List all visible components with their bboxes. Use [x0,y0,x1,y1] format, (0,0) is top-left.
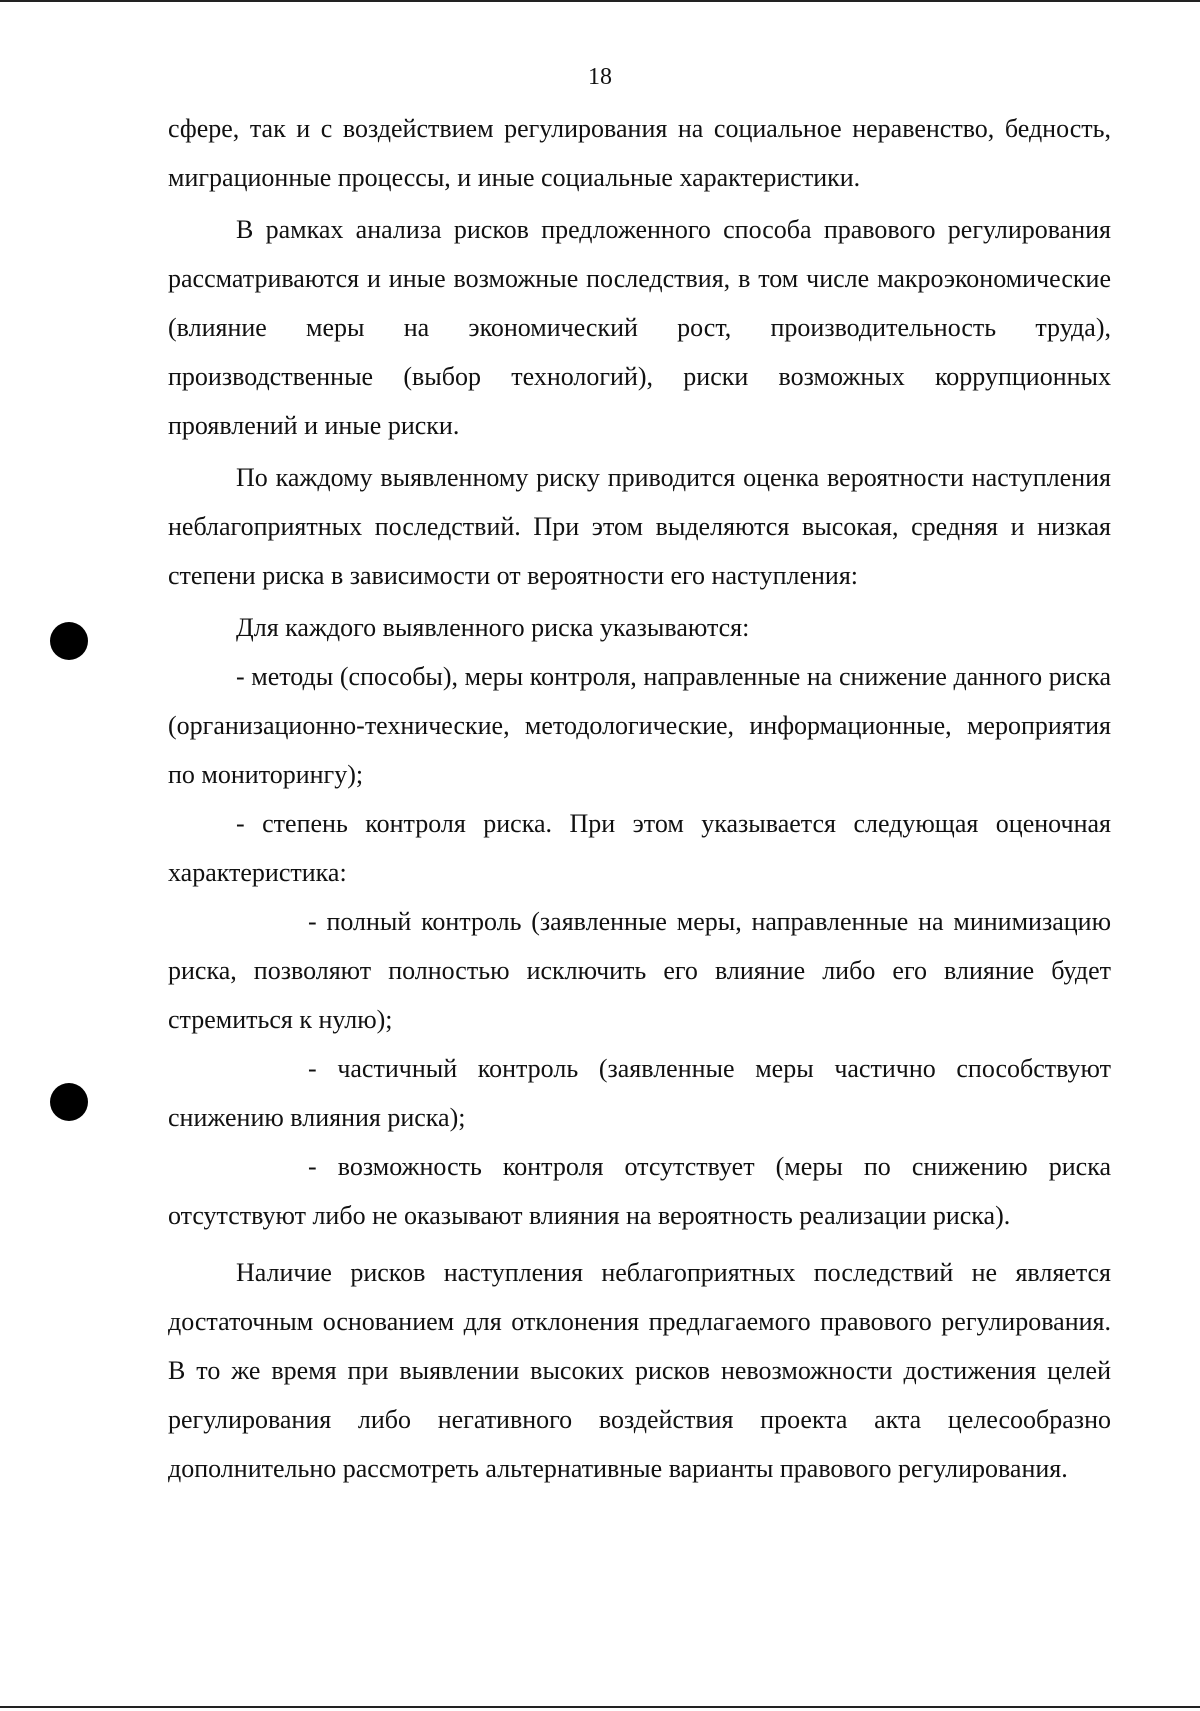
list-item-partial-control: - частичный контроль (заявленные меры частично способствуют снижению влияния риска); [168,1054,1111,1132]
list-item-full-control: - полный контроль (заявленные меры, направленные на минимизацию риска, позволяют полностью исключить его влияние либо его влияние будет стремиться к нулю); [168,907,1111,1034]
top-edge-rule [0,0,1200,2]
page-number: 18 [588,64,612,90]
list-item-control-methods: - методы (способы), меры контроля, направленные на снижение данного риска (организационно-технические, методологические, информационные, мероприятия по мониторингу); [168,662,1111,789]
paragraph-continuation: сфере, так и с воздействием регулирования на социальное неравенство, бедность, миграционные процессы, и иные социальные характеристики. [168,114,1111,192]
document-body [168,104,1111,1493]
list-item-no-control: - возможность контроля отсутствует (меры по снижению риска отсутствуют либо не оказывают влияния на вероятность реализации риска). [168,1152,1111,1230]
list-item-control-degree: - степень контроля риска. При этом указывается следующая оценочная характеристика: [168,809,1111,887]
bottom-edge-rule [0,1706,1200,1708]
paragraph-risk-analysis: В рамках анализа рисков предложенного способа правового регулирования рассматриваются и иные возможные последствия, в том числе макроэкономические (влияние меры на экономический рост, производительность труда), производственные (выбор технологий), риски возможных коррупционных проявлений и иные риски. [168,215,1111,440]
paragraph-conclusion: Наличие рисков наступления неблагоприятных последствий не является достаточным основанием для отклонения предлагаемого правового регулирования. В то же время при выявлении высоких рисков невозможности достижения целей регулирования либо негативного воздействия проекта акта целесообразно дополнительно рассмотреть альтернативные варианты правового регулирования. [168,1258,1111,1483]
paragraph-risk-probability: По каждому выявленному риску приводится оценка вероятности наступления неблагоприятных последствий. При этом выделяются высокая, средняя и низкая степени риска в зависимости от вероятности его наступления: [168,463,1111,590]
punch-hole-top [50,622,88,660]
paragraph-risk-specification-intro: Для каждого выявленного риска указываются: [236,613,750,642]
punch-hole-bottom [50,1083,88,1121]
